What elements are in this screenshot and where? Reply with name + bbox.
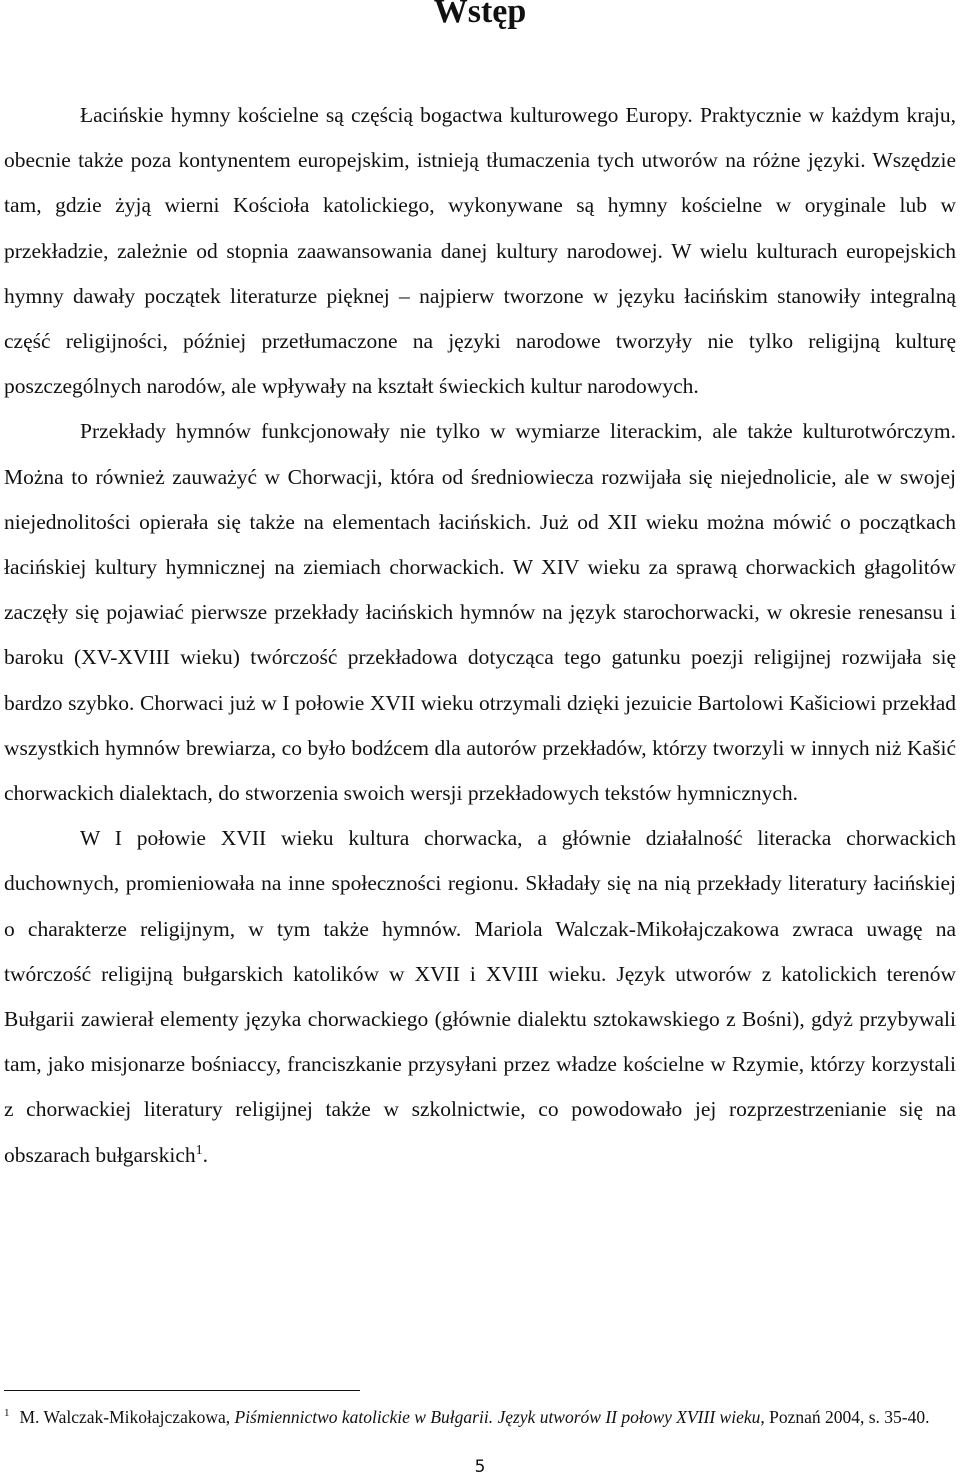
- paragraph-3: [4, 816, 956, 1178]
- paragraph-1: Łacińskie hymny kościelne są częścią bogactwa kulturowego Europy. Praktycznie w każdym kraju, obecnie także poza kontynentem europejskim, istnieją tłumaczenia tych utworów na różne języki. Wszędzie tam, gdzie żyją wierni Kościoła katolickiego, wykonywane są hymny kościelne w oryginale lub w przekładzie, zależnie od stopnia zaawansowania danej kultury narodowej. W wielu kulturach europejskich hymny dawały początek literaturze pięknej – najpierw tworzone w języku łacińskim stanowiły integralną część religijności, później przetłumaczone na języki narodowe tworzyły nie tylko religijną kulturę poszczególnych narodów, ale wpływały na kształt świeckich kultur narodowych.: [4, 103, 956, 399]
- footnote-separator: [4, 1390, 360, 1391]
- footnote-mark: 1: [4, 1407, 10, 1420]
- footnote-citation: , Poznań 2004, s. 35-40.: [760, 1407, 930, 1427]
- paragraph-3-end: .: [202, 1142, 209, 1167]
- footnote-reference[interactable]: 1: [195, 1142, 203, 1158]
- paragraph-3-text: W I połowie XVII wieku kultura chorwacka, a głównie działalność literacka chorwackich duchownych, promieniowała na inne społeczności regionu. Składały się na nią przekłady literatury łacińskiej o charakterze religijnym, w tym także hymnów. Mariola Walczak-Mikołajczakowa zwraca uwagę na twórczość religijną bułgarskich katolików w XVII i XVIII wieku. Język utworów z katolickich terenów Bułgarii zawierał elementy języka chorwackiego (głównie dialektu sztokawskiego z Bośni), gdyż przybywali tam, jako misjonarze bośniaccy, franciszkanie przysyłani przez władze kościelne w Rzymie, którzy korzystali z chorwackiej literatury religijnej także w szkolnictwie, co powodowało jej rozprzestrzenianie się na obszarach bułgarskich: [4, 826, 956, 1167]
- paragraph-2: Przekłady hymnów funkcjonowały nie tylko w wymiarze literackim, ale także kulturotwórczym. Można to również zauważyć w Chorwacji, która od średniowiecza rozwijała się niejednolicie, ale w swojej niejednolitości opierała się także na elementach łacińskich. Już od XII wieku można mówić o początkach łacińskiej kultury hymnicznej na ziemiach chorwackich. W XIV wieku za sprawą chorwackich głagolitów zaczęły się pojawiać pierwsze przekłady łacińskich hymnów na język starochorwacki, w okresie renesansu i baroku (XV-XVIII wieku) twórczość przekładowa dotycząca tego gatunku poezji religijnej rozwijała się bardzo szybko. Chorwaci już w I połowie XVII wieku otrzymali dzięki jezuicie Bartolowi Kašiciowi przekład wszystkich hymnów brewiarza, co było bodźcem dla autorów przekładów, którzy tworzyli w innych niż Kašić chorwackich dialektach, do stworzenia swoich wersji przekładowych tekstów hymnicznych.: [4, 419, 956, 806]
- footnote-work-title: Piśmiennictwo katolickie w Bułgarii. Język utworów II połowy XVIII wieku: [234, 1407, 761, 1427]
- body-text: [4, 93, 956, 1178]
- footnote-author: M. Walczak-Mikołajczakowa,: [19, 1407, 235, 1427]
- page-number: 5: [474, 1457, 486, 1477]
- page-title: Wstęp: [433, 0, 527, 30]
- footnote: [4, 1405, 956, 1429]
